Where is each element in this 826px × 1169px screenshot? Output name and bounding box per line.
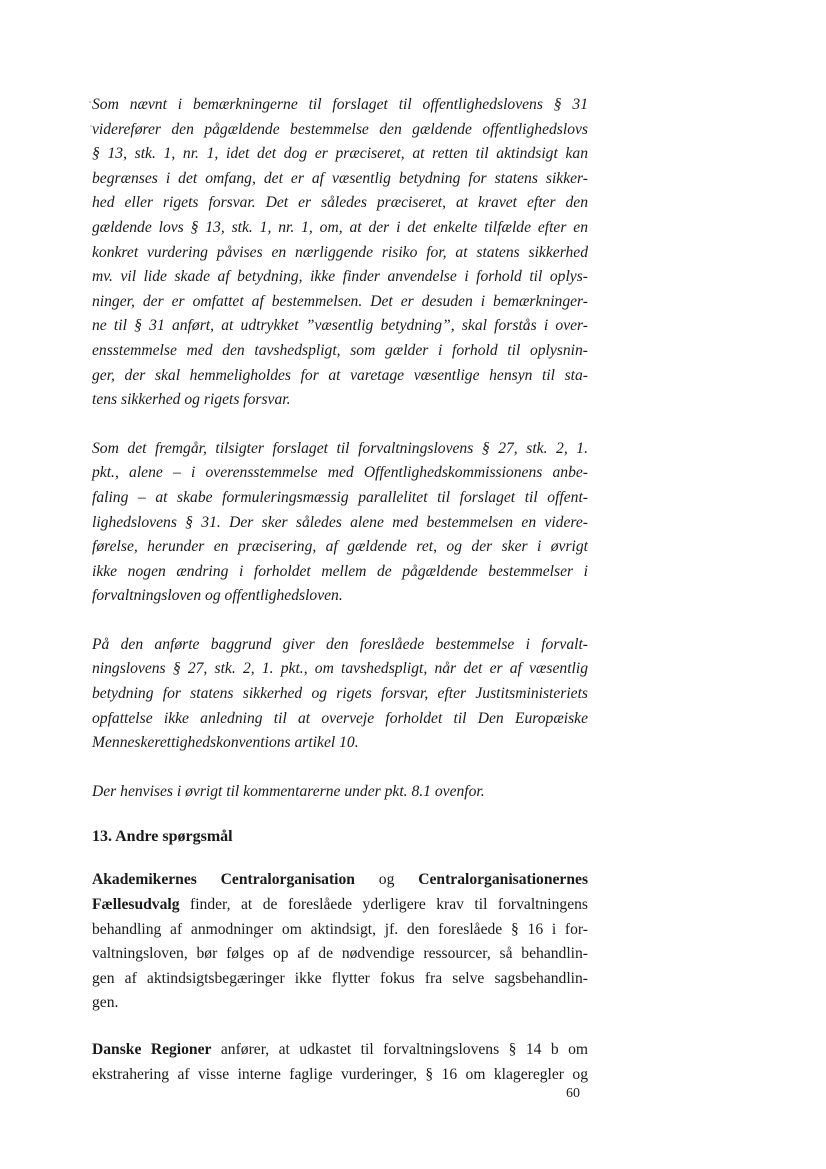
section-heading: 13. Andre spørgsmål: [92, 828, 233, 846]
text-run: og: [354, 871, 419, 889]
organisation-name: Centralorganisationernes: [418, 871, 589, 889]
text-run: finder, at de foreslåede yderligere krav til forvaltningens: [179, 896, 588, 914]
text-line: hed eller rigets forsvar. Det er således præciseret, at kravet efter den: [92, 194, 588, 212]
text-line: På den anførte baggrund giver den foreslåede bestemmelse i forvalt-: [92, 635, 588, 653]
text-run: valtningsloven, bør følges op af de nødvendige ressourcer, så behandlin-: [92, 945, 588, 963]
text-line: gældende lovs § 13, stk. 1, nr. 1, om, at der i det enkelte tilfælde efter en: [92, 218, 588, 236]
text-line: ger, der skal hemmeligholdes for at varetage væsentlige hensyn til sta-: [92, 366, 588, 384]
section-paragraph: [92, 1038, 588, 1087]
text-line: forvaltningsloven og offentlighedsloven.: [92, 587, 343, 605]
text-line: viderefører den pågældende bestemmelse den gældende offentlighedslovs: [92, 120, 588, 138]
text-line: konkret vurdering påvises en nærliggende risiko for, at statens sikkerhed: [92, 243, 588, 261]
text-line: [92, 967, 588, 992]
text-line: mv. vil lide skade af betydning, ikke finder anvendelse i forhold til oplys-: [92, 268, 588, 286]
text-line: ninger, der er omfattet af bestemmelsen. Det er desuden i bemærkninger-: [92, 292, 588, 310]
text-line: [92, 991, 588, 1016]
text-run: behandling af anmodninger om aktindsigt, jf. den foreslåede § 16 i for-: [92, 920, 588, 938]
scan-speck: [90, 125, 92, 127]
body-text: [92, 93, 588, 804]
organisation-name: Akademikernes Centralorganisation: [92, 871, 355, 889]
text-line: Som nævnt i bemærkningerne til forslaget til offentlighedslovens § 31: [92, 96, 588, 113]
text-line: [92, 868, 588, 893]
text-line: ikke nogen ændring i forholdet mellem de pågældende bestemmelser i: [92, 562, 588, 580]
text-line: pkt., alene – i overensstemmelse med Offentlighedskommissionens anbe-: [92, 464, 588, 482]
text-line: § 13, stk. 1, nr. 1, idet det dog er præciseret, at retten til aktindsigt kan: [92, 145, 588, 163]
text-line: tens sikkerhed og rigets forsvar.: [92, 391, 291, 409]
organisation-name: Fællesudvalg: [92, 896, 180, 914]
text-line: [92, 893, 588, 918]
text-line: Der henvises i øvrigt til kommentarerne under pkt. 8.1 ovenfor.: [92, 782, 485, 800]
text-line: Som det fremgår, tilsigter forslaget til forvaltningslovens § 27, stk. 2, 1.: [92, 439, 588, 457]
text-line: [92, 1038, 588, 1063]
text-run: ekstrahering af visse interne faglige vurderinger, § 16 om klageregler og: [92, 1065, 588, 1083]
text-line: Menneskerettighedskonventions artikel 10.: [92, 734, 359, 752]
text-line: betydning for statens sikkerhed og rigets forsvar, efter Justitsministeriets: [92, 685, 588, 703]
text-run: gen.: [92, 994, 119, 1012]
text-line: lighedslovens § 31. Der sker således alene med bestemmelsen en videre-: [92, 513, 588, 531]
text-line: opfattelse ikke anledning til at overveje forholdet til Den Europæiske: [92, 709, 588, 727]
organisation-name: Danske Regioner: [92, 1041, 212, 1058]
text-line: [92, 918, 588, 943]
body-paragraph: [92, 633, 588, 756]
scan-speck: [89, 101, 91, 103]
text-line: [92, 942, 588, 967]
text-run: gen af aktindsigtsbegæringer ikke flytter fokus fra selve sagsbehandlin-: [92, 969, 588, 987]
text-run: anfører, at udkastet til forvaltningslovens § 14 b om: [211, 1041, 588, 1058]
section-paragraph: [92, 868, 588, 1016]
page-number: 60: [566, 1086, 580, 1101]
section-body: [92, 868, 588, 1087]
text-line: ningslovens § 27, stk. 2, 1. pkt., om tavshedspligt, når det er af væsentlig: [92, 660, 588, 678]
text-line: ne til § 31 anført, at udtrykket ”væsentlig betydning”, skal forstås i over-: [92, 317, 588, 335]
text-line: ensstemmelse med den tavshedspligt, som gælder i forhold til oplysnin-: [92, 341, 588, 359]
text-line: faling – at skabe formuleringsmæssig parallelitet til forslaget til offent-: [92, 488, 588, 506]
text-line: [92, 1063, 588, 1088]
body-paragraph: [92, 780, 588, 805]
text-line: begrænses i det omfang, det er af væsentlig betydning for statens sikker-: [92, 169, 588, 187]
body-paragraph: [92, 93, 588, 413]
document-page: [92, 93, 588, 1087]
body-paragraph: [92, 437, 588, 609]
text-line: førelse, herunder en præcisering, af gældende ret, og der sker i øvrigt: [92, 538, 588, 556]
